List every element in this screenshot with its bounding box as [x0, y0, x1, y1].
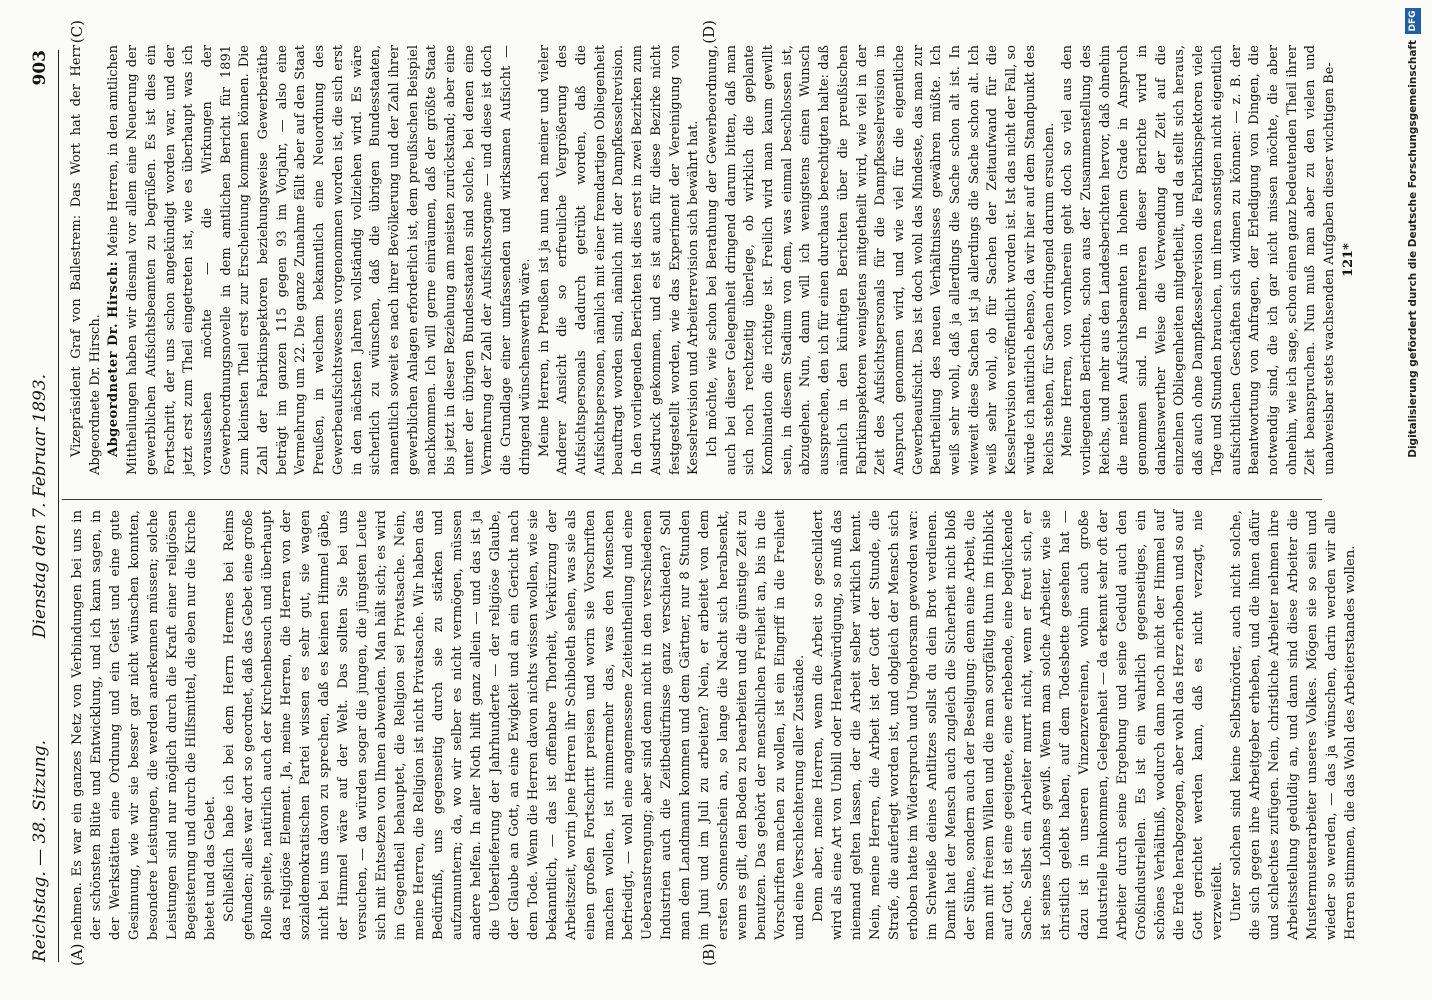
left-paragraph: Schließlich habe ich bei dem Herrn Hermes bei Reims gefunden; alles war dort so geordnet, daß das Gebet eine große Rolle spielte, natürlich auch der Kirchenbesuch und überhaupt das religiöse Element. Ja, meine Herren, die Herren von der sozialdemokratischen Partei wissen es sehr gut, sie wagen nicht bei uns davon zu sprechen, daß es keinen Himmel gäbe, der Himmel wäre auf der Welt. Das sollten Sie bei uns versuchen, — da würden sogar die jungen, die jüngsten Leute sich mit Entsetzen von Ihnen abwenden. Man hält sich; es wird im Gegentheil behauptet, die Religion sei Privatsache. Nein, meine Herren, die Religion ist nicht Privatsache. Wir haben das Bedürfniß, uns gegenseitig durch sie zu stärken und aufzumuntern; da, wo wir selber es nicht vermögen, müssen andere helfen. In aller Noth hilft ganz allein — und das ist ja die Ueberlieferung der Jahrhunderte — der religiöse Glaube, der Glaube an Gott, an eine Ewigkeit und an ein Gericht nach dem Tode. Wenn die Herren davon nichts wissen wollen, wie sie bekanntlich, — das ist offenbare Thorheit, Verkürzung der Arbeitszeit, worin jene Herren ihr Schiboleth sehen, was sie als einen großen Fortschritt preisen und worin sie Vorschriften machen wollen, ist nimmermehr das, was den Menschen befriedigt, — wohl eine angemessene Zeiteintheilung und eine Ueberanstrengung; aber sind denn nicht in den verschiedenen Industrien auch die Zeitbedürfnisse ganz verschieden? Soll man dem Landmann kommen und dem Gärtner, nur 8 Stunden im Juni und im Juli zu arbeiten? Nein, er arbeitet von dem ersten Sonnenschein an, so lange die Nacht sich herabsenkt, wenn es gilt, den Boden zu bearbeiten und die günstige Zeit zu benutzen. Das gehört der menschlichen Freiheit an, bis in die Vorschriften machen zu wollen, ist ein Eingriff in die Freiheit und eine Verschlechterung aller Zustände.	[222, 510, 807, 940]
margin-marker-c: (C)	[68, 20, 86, 44]
left-paragraph: Denn aber, meine Herren, wenn die Arbeit so geschildert wird als eine Art von Unbill oder Herabwürdigung, so muß das niemand gelten lassen, der die Arbeit selber wirklich kennt. Nein, meine Herren, die Arbeit ist der Gott der Stunde, die Strafe, die auferlegt worden ist, und obgleich der Mensch sich erhoben hatte im Widerspruch und Ungehorsam geworden war: im Schweiße deines Antlitzes sollst du dein Brot verdienen. Damit hat der Mensch auch zugleich die Sicherheit nicht bloß der Sühne, sondern auch der Beseligung: denn eine Arbeit, die man mit freiem Willen und die man sorgfältig thun im Hinblick auf Gott, ist eine geeignete, eine erhebende, eine beglückende Sache. Selbst ein Arbeiter murrt nicht, wenn er freut sich, er ist seines Lohnes gewiß. Wenn man solche Arbeiter, wie sie christlich gelebt haben, auf dem Todesbette gesehen hat — dazu ist in unseren Vinzenzvereinen, wohin auch große Industrielle hinkommen, Gelegenheit — da erkennt sehr oft der Arbeiter durch seine Ergebung und seine Geduld auch den Großindustriellen. Es ist ein wahrlich gegenseitiges, ein schönes Verhältniß, wodurch dann noch nicht der Himmel auf die Erde herabgezogen, aber wohl das Herz erhoben und so auf Gott gerichtet werden kann, daß es nicht verzagt, nie verzweifelt.	[811, 510, 1225, 940]
vice-president-intro: Vizepräsident Graf von Ballestrem: Das Wort hat der Herr Abgeordnete Dr. Hirsch.	[69, 45, 103, 475]
page-number: 903	[30, 50, 50, 86]
speech-paragraph: Ich möchte, wie schon bei Berathung der Gewerbeordnung, auch bei dieser Gelegenheit dringend darum bitten, daß man sich noch rechtzeitig überlege, ob wirklich die geplante Kombination die richtige ist. Freilich wird man kaum gewillt sein, in diesem Stadium von dem, was einmal beschlossen ist, abzugehen. Nun, dann will ich wenigstens einen Wunsch aussprechen, den ich für einen durchaus berechtigten halte: daß nämlich in den künftigen Berichten über die preußischen Fabrikinspektoren wenigstens mitgetheilt wird, wie viel in der Zeit des Aufsichtspersonals für die Dampfkesselrevision in Anspruch genommen wird, und wie viel für die eigentliche Gewerbeaufsicht. Das ist doch wohl das Mindeste, das man zur Beurtheilung des neuen Verhältnisses gewähren müßte. Ich weiß sehr wohl, daß ja allerdings die Sache schon alt ist. In wieweit diese Sachen ist ja allerdings die Sache schon alt. Ich weiß sehr wohl, ob für Sachen der Zeitaufwand für die Kesselrevision veröffentlicht worden ist. Ist das nicht der Fall, so würde ich natürlich ebenso, da wir hier auf dem Standpunkt des Reichs stehen, für Sachen dringend darum ersuchen.	[704, 45, 1057, 475]
dfg-credit: Digitalisierung gefördert durch die Deutsche Forschungsgemeinschaft	[1407, 40, 1419, 458]
margin-marker-b: (B)	[700, 943, 718, 966]
speech-paragraph: Meine Herren, von vornherein geht doch so viel aus den vorliegenden Berichten, schon aus der Zusammenstellung des Reichs, und mehr aus den Landesberichten hervor, daß ohnehin die meisten Aufsichtsbeamten in hohem Grade in Anspruch genommen sind. In mehreren dieser Berichte wird in dankenswerther Weise die Verwendung der Zeit auf die einzelnen Obliegenheiten mitgetheilt, und da stellt sich heraus, daß auch ohne Dampfkesselrevision die Fabrikinspektoren viele Tage und Stunden brauchen, um ihren sonstigen nicht eigentlich aufsichtlichen Geschäften sich widmen zu können: — z. B. der Beantwortung von Anfragen, der Erledigung von Dingen, die notwendig sind, die ich gar nicht missen möchte, die aber ohnehin, wie ich sage, schon einen ganz bedeutenden Theil ihrer Zeit beanspruchen. Nun muß man aber zu den vielen und unabweisbar stets wachsenden Aufgaben dieser wichtigen Be-	[1060, 45, 1338, 475]
speech-paragraph: Meine Herren, in den amtlichen Mittheilungen haben wir diesmal vor allem eine Neuerung der gewerblichen Aufsichtsbeamten zu begrüßen. Es ist dies ein Fortschritt, der uns schon angekündigt worden war, und der jetzt erst zum Theil eingetreten ist, wie es überhaupt was ich voraussehen möchte — die Wirkungen der Gewerbeordnungsnovelle in dem amtlichen Bericht für 1891 zum kleinsten Theil erst zur Erscheinung kommen können. Die Zahl der Fabrikinspektoren beziehungsweise Gewerberäthe beträgt im ganzen 115 gegen 93 im Vorjahr, — also eine Vermehrung um 22. Die ganze Zunahme fällt aber auf den Staat Preußen, in welchem bekanntlich eine Neuordnung des Gewerbeaufsichtswesens vorgenommen worden ist, die sich erst in den nächsten Jahren vollständig vollziehen wird. Es wäre sicherlich zu wünschen, daß die übrigen Bundesstaaten, namentlich soweit es nach ihrer Bevölkerung und der Zahl ihrer gewerblichen Anlagen erforderlich ist, dem preußischen Beispiel nachkommen. Ich will gerne einräumen, daß der größte Staat bis jetzt in dieser Beziehung am meisten zurückstand; aber eine unter der übrigen Bundesstaaten sind solche, bei denen eine Vermehrung der Zahl der Aufsichtsorgane — und diese ist doch die Grundlage einer umfassenden und wirksamen Aufsicht — dringend wünschenswerth wäre.	[106, 45, 533, 475]
speaker-name: Abgeordneter Dr. Hirsch:	[106, 260, 122, 457]
left-paragraph: nehmen. Es war ein ganzes Netz von Verbindungen bei uns in der schönsten Blüte und Entwicklung, und ich kann sagen, in der Werkstätten eine Ordnung und ein Geist und eine gute Gesinnung, wie wir sie besser gar nicht wünschen konnten, besondere Leistungen, die werden anerkennen müssen; solche Leistungen sind nur möglich durch die Kraft einer religiösen Begeisterung und durch die Hilfsmittel, die eben nur die Kirche bietet und das Gebet.	[70, 510, 218, 940]
page-header	[30, 50, 56, 962]
column-divider	[62, 499, 1322, 500]
digitization-footer	[1405, 0, 1425, 1000]
margin-marker-d: (D)	[700, 20, 718, 44]
header-date: Dienstag den 7. Februar 1893.	[30, 373, 50, 639]
header-left: Reichstag. — 38. Sitzung.	[30, 739, 50, 962]
dfg-logo-badge: DFG	[1405, 8, 1421, 34]
left-column	[68, 510, 1360, 940]
margin-marker-a: (A)	[68, 943, 86, 966]
speech-paragraph: Meine Herren, in Preußen ist ja nun nach meiner und vieler Anderer Ansicht die so erfreuliche Vergrößerung des Aufsichtspersonals dadurch getrübt worden, daß die Aufsichtspersonen, nämlich mit einer fremdartigen Obliegenheit beauftragt worden sind, nämlich mit der Dampfkesselrevision. In den vorliegenden Berichten ist dies erst in zwei Bezirken zum Ausdruck gekommen, und es ist auch für diese Bezirke nicht festgestellt worden, wie das Experiment der Vereinigung von Kesselrevision und Arbeiterrevision sich bewährt hat.	[536, 45, 702, 475]
right-column	[68, 45, 1359, 475]
left-paragraph: Unter solchen sind keine Selbstmörder, auch nicht solche, die sich gegen ihre Arbeitgeber erheben, und die ihnen dafür und schlechtes zufügen. Nein, christliche Arbeiter nehmen ihre Arbeitsstellung geduldig an, und dann sind diese Arbeiter die Mustermusterarbeiter unseres Volkes. Mögen sie so sein und wieder so werden, — das ja wünschen, darin werden wir alle Herren stimmen, die das Wohl des Arbeiterstandes wollen.	[1229, 510, 1358, 940]
page-reference: 121*	[1340, 243, 1356, 277]
header-rule	[58, 50, 59, 962]
speech-opening	[105, 45, 535, 475]
